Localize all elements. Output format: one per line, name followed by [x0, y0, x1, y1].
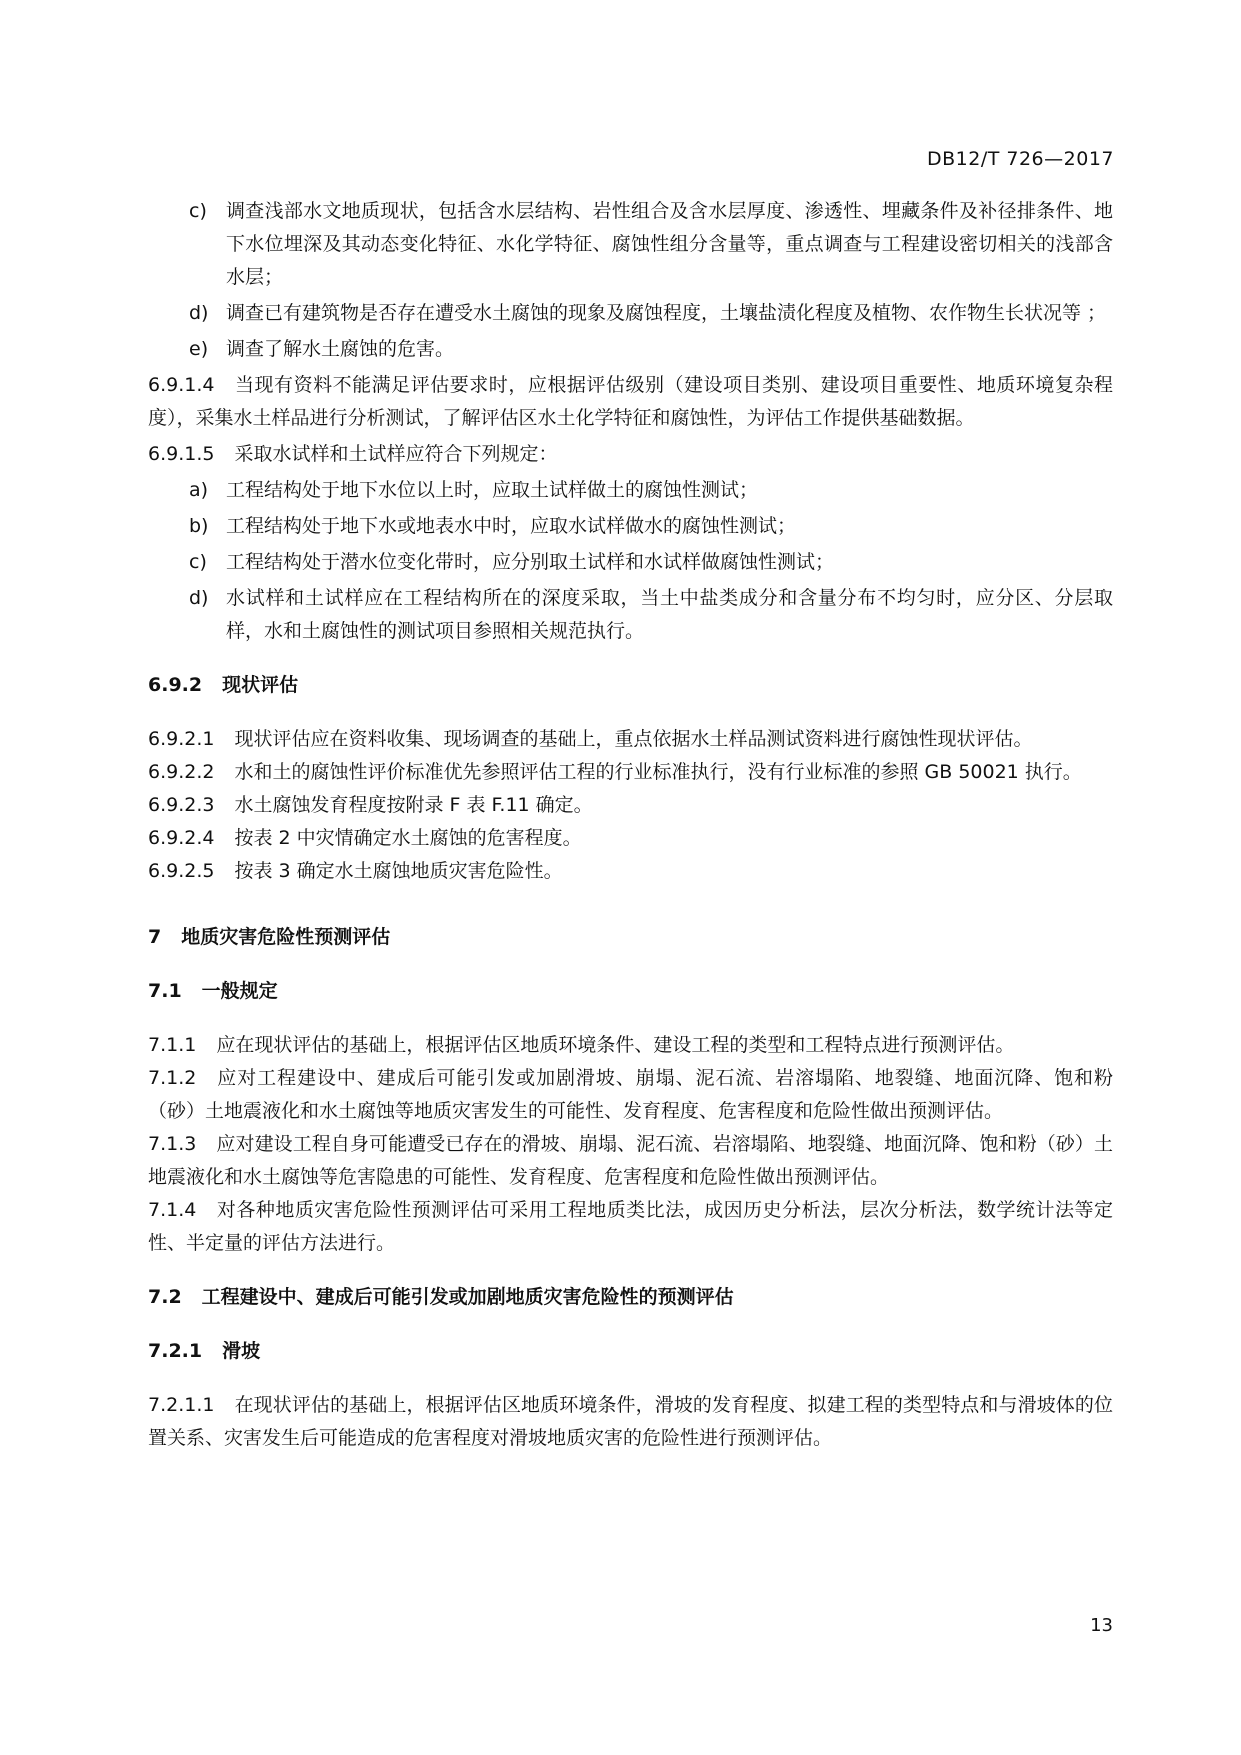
clause-text: 应对工程建设中、建成后可能引发或加剧滑坡、崩塌、泥石流、岩溶塌陷、地裂缝、地面沉降、饱和粉（砂）土地震液化和水土腐蚀等地质灾害发生的可能性、发育程度、危害程度和危险性做出预测评估。 [148, 1067, 1113, 1122]
section-number: 7.1 [148, 980, 182, 1002]
clause-6-9-2-2 [148, 756, 1113, 789]
list-item-d [148, 297, 1113, 330]
clause-7-2-1-1 [148, 1389, 1113, 1455]
clause-6-9-2-4 [148, 822, 1113, 855]
list-text: 工程结构处于地下水位以上时，应取土试样做土的腐蚀性测试； [226, 479, 759, 501]
clause-7-1-3 [148, 1128, 1113, 1194]
clause-6-9-1-4 [148, 369, 1113, 435]
section-heading-7-2-1 [148, 1335, 1113, 1368]
clause-text: 采取水试样和土试样应符合下列规定： [234, 443, 558, 465]
clause-6-9-1-5 [148, 438, 1113, 471]
clause-text: 应在现状评估的基础上，根据评估区地质环境条件、建设工程的类型和工程特点进行预测评估。 [216, 1034, 1015, 1056]
section-heading-6-9-2 [148, 669, 1113, 702]
section-heading-7-2 [148, 1281, 1113, 1314]
section-number: 7.2.1 [148, 1340, 203, 1362]
clause-number: 7.1.1 [148, 1034, 197, 1056]
list-item-c [148, 195, 1113, 294]
list-text: 调查浅部水文地质现状，包括含水层结构、岩性组合及含水层厚度、渗透性、埋藏条件及补径排条件、地下水位埋深及其动态变化特征、水化学特征、腐蚀性组分含量等，重点调查与工程建设密切相关的浅部含水层； [226, 200, 1113, 288]
list-marker: d) [189, 302, 209, 324]
clause-text: 应对建设工程自身可能遭受已存在的滑坡、崩塌、泥石流、岩溶塌陷、地裂缝、地面沉降、饱和粉（砂）土地震液化和水土腐蚀等危害隐患的可能性、发育程度、危害程度和危险性做出预测评估。 [148, 1133, 1113, 1188]
clause-number: 7.1.3 [148, 1133, 197, 1155]
clause-number: 6.9.2.2 [148, 761, 215, 783]
clause-text: 按表 2 中灾情确定水土腐蚀的危害程度。 [234, 827, 582, 849]
list-marker: c) [189, 200, 207, 222]
clause-text: 当现有资料不能满足评估要求时，应根据评估级别（建设项目类别、建设项目重要性、地质环境复杂程度），采集水土样品进行分析测试，了解评估区水土化学特征和腐蚀性，为评估工作提供基础数据。 [148, 374, 1113, 429]
list-marker: a) [189, 479, 209, 501]
section-title: 一般规定 [201, 980, 278, 1002]
clause-number: 6.9.2.5 [148, 860, 215, 882]
clause-number: 6.9.2.1 [148, 728, 215, 750]
chapter-number: 7 [148, 926, 162, 948]
list-item-d2 [148, 582, 1113, 648]
clause-7-1-4 [148, 1194, 1113, 1260]
clause-7-1-1 [148, 1029, 1113, 1062]
list-item-a [148, 474, 1113, 507]
chapter-title: 地质灾害危险性预测评估 [181, 926, 391, 948]
clause-number: 6.9.2.3 [148, 794, 215, 816]
list-text: 工程结构处于潜水位变化带时，应分别取土试样和水试样做腐蚀性测试； [226, 551, 835, 573]
clause-text: 现状评估应在资料收集、现场调查的基础上，重点依据水土样品测试资料进行腐蚀性现状评估。 [234, 728, 1033, 750]
clause-7-1-2 [148, 1062, 1113, 1128]
section-number: 6.9.2 [148, 674, 203, 696]
document-code: DB12/T 726—2017 [926, 148, 1114, 170]
list-text: 调查已有建筑物是否存在遭受水土腐蚀的现象及腐蚀程度，土壤盐渍化程度及植物、农作物生长状况等 ； [226, 302, 1107, 324]
document-body [148, 195, 1113, 1455]
section-number: 7.2 [148, 1286, 182, 1308]
section-title: 现状评估 [222, 674, 299, 696]
list-item-b [148, 510, 1113, 543]
clause-text: 水和土的腐蚀性评价标准优先参照评估工程的行业标准执行，没有行业标准的参照 GB 50021 执行。 [234, 761, 1082, 783]
clause-6-9-2-3 [148, 789, 1113, 822]
clause-text: 对各种地质灾害危险性预测评估可采用工程地质类比法，成因历史分析法，层次分析法，数学统计法等定性、半定量的评估方法进行。 [148, 1199, 1113, 1254]
list-marker: e) [189, 338, 209, 360]
clause-6-9-2-5 [148, 855, 1113, 888]
clause-number: 6.9.1.5 [148, 443, 215, 465]
list-item-e [148, 333, 1113, 366]
list-marker: d) [189, 587, 209, 609]
clause-text: 水土腐蚀发育程度按附录 F 表 F.11 确定。 [234, 794, 593, 816]
clause-number: 6.9.1.4 [148, 374, 215, 396]
section-title: 滑坡 [222, 1340, 261, 1362]
clause-number: 7.2.1.1 [148, 1394, 215, 1416]
list-marker: b) [189, 515, 209, 537]
clause-number: 7.1.4 [148, 1199, 197, 1221]
list-text: 工程结构处于地下水或地表水中时，应取水试样做水的腐蚀性测试； [226, 515, 797, 537]
clause-number: 7.1.2 [148, 1067, 197, 1089]
list-item-c2 [148, 546, 1113, 579]
page-number: 13 [1090, 1615, 1113, 1636]
clause-6-9-2-1 [148, 723, 1113, 756]
clause-text: 在现状评估的基础上，根据评估区地质环境条件，滑坡的发育程度、拟建工程的类型特点和与滑坡体的位置关系、灾害发生后可能造成的危害程度对滑坡地质灾害的危险性进行预测评估。 [148, 1394, 1113, 1449]
list-text: 水试样和土试样应在工程结构所在的深度采取，当土中盐类成分和含量分布不均匀时，应分区、分层取样，水和土腐蚀性的测试项目参照相关规范执行。 [226, 587, 1113, 642]
clause-text: 按表 3 确定水土腐蚀地质灾害危险性。 [234, 860, 563, 882]
section-title: 工程建设中、建成后可能引发或加剧地质灾害危险性的预测评估 [201, 1286, 734, 1308]
clause-number: 6.9.2.4 [148, 827, 215, 849]
list-marker: c) [189, 551, 207, 573]
list-text: 调查了解水土腐蚀的危害。 [226, 338, 455, 360]
section-heading-7-1 [148, 975, 1113, 1008]
chapter-heading-7 [148, 921, 1113, 954]
